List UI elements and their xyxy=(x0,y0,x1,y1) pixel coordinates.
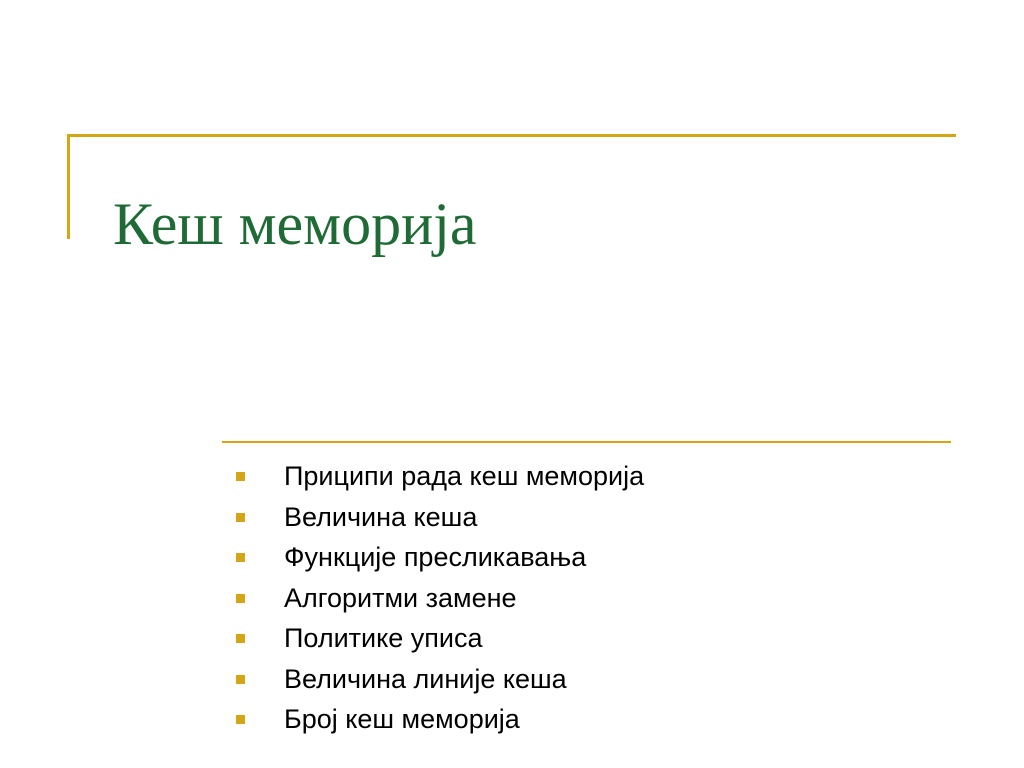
content-divider-rule xyxy=(222,441,951,443)
square-bullet-icon xyxy=(236,675,245,684)
square-bullet-icon xyxy=(236,715,245,724)
bullet-text: Политике уписа xyxy=(284,623,483,653)
bullet-text: Величина кеша xyxy=(284,501,478,532)
title-side-rule xyxy=(67,134,70,239)
square-bullet-icon xyxy=(236,634,245,643)
bullet-text: Величина линије кеша xyxy=(284,663,567,694)
square-bullet-icon xyxy=(236,594,245,603)
slide-title: Кеш меморија xyxy=(113,191,477,257)
square-bullet-icon xyxy=(236,472,245,481)
bullet-text: Алгоритми замене xyxy=(284,582,517,613)
bullet-text: Приципи рада кеш меморија xyxy=(284,461,645,491)
square-bullet-icon xyxy=(236,513,245,522)
bullet-text: Функције пресликавања xyxy=(284,542,587,572)
square-bullet-icon xyxy=(236,553,245,562)
bullet-text: Број кеш меморија xyxy=(284,704,520,734)
title-top-rule xyxy=(67,134,956,137)
